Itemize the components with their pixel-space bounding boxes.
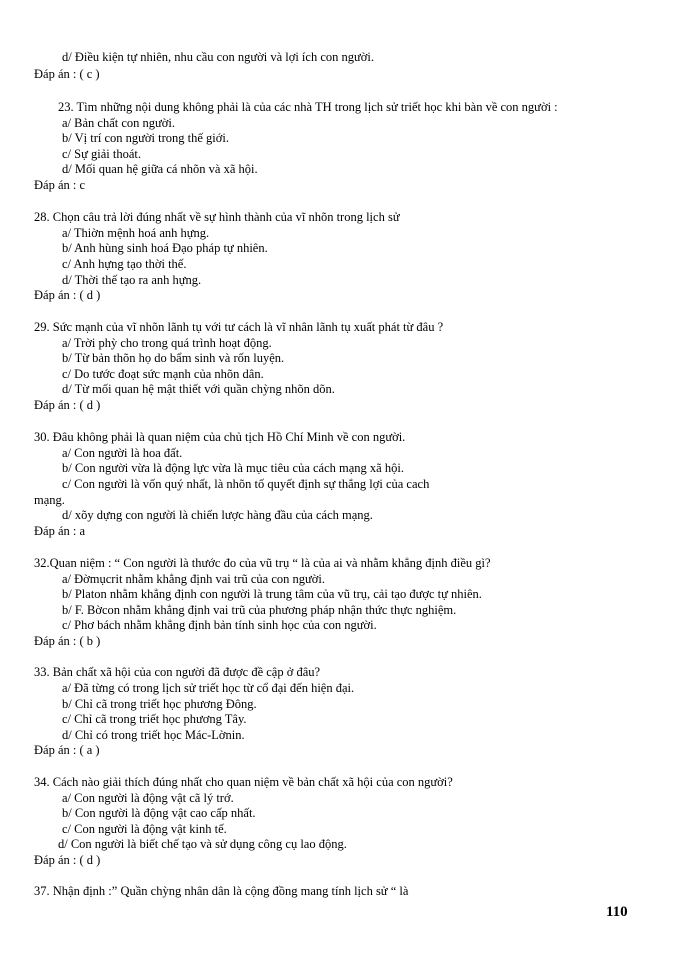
option-line: c/ Chỉ cã trong triết học phương Tây. [62,712,247,726]
option-line: b/ Platon nhằm khẳng định con người là trung tâm của vũ trụ, cải tạo được tự nhiên. [62,587,482,601]
option-line: b/ Vị trí con người trong thế giới. [62,131,229,145]
question-line: 37. Nhận định :” Quần chỳng nhân dân là cộng đồng mang tính lịch sử “ là [34,884,409,898]
option-line: d/ Thời thế tạo ra anh hựng. [62,273,202,287]
option-line: d/ xõy dựng con người là chiến lược hàng đầu của cách mạng. [62,508,373,522]
option-line: a/ Con người là hoa đất. [62,446,183,460]
answer-line: Đáp án : ( d ) [34,288,101,302]
option-line: d/ Từ mối quan hệ mật thiết với quần chỳng nhõn dõn. [62,382,335,396]
answer-line: Đáp án : ( b ) [34,634,101,648]
option-line: a/ Bản chất con người. [62,116,176,130]
option-line: c/ Phơ bách nhằm khẳng định bản tính sinh học của con người. [62,618,377,632]
option-line: c/ Con người là động vật kinh tế. [62,822,227,836]
question-line: 32.Quan niệm : “ Con người là thước đo của vũ trụ “ là của ai và nhằm khẳng định điều gì? [34,556,491,570]
option-line: b/ Từ bản thõn họ do bẩm sinh và rốn luyện. [62,351,285,365]
question-line: 29. Sức mạnh của vĩ nhõn lãnh tụ với tư cách là vĩ nhân lãnh tụ xuất phát từ đâu ? [34,320,444,334]
option-line: b/ Anh hùng sinh hoá Đạo pháp tự nhiên. [62,241,268,255]
option-line: a/ Con người là động vật cã lý trớ. [62,791,234,805]
option-line: c/ Do tước đoạt sức mạnh của nhõn dân. [62,367,264,381]
option-line: c/ Con người là vốn quý nhất, là nhõn tố quyết định sự thắng lợi của cach [62,477,430,491]
answer-line: Đáp án : a [34,524,86,538]
option-line: a/ Đã từng có trong lịch sử triết học từ cổ đại đến hiện đại. [62,681,355,695]
text-line: d/ Điều kiện tự nhiên, nhu cầu con người và lợi ích con người. [62,50,374,64]
answer-line: Đáp án : ( d ) [34,853,101,867]
option-line: d/ Mối quan hệ giữa cá nhõn và xã hội. [62,162,258,176]
option-line: a/ Thiờn mệnh hoá anh hựng. [62,226,210,240]
question-line: 34. Cách nào giải thích đúng nhất cho quan niệm về bản chất xã hội của con người? [34,775,453,789]
question-line: 30. Đâu không phải là quan niệm của chủ tịch Hồ Chí Minh về con người. [34,430,406,444]
option-line: d/ Con người là biết chế tạo và sử dụng công cụ lao động. [58,837,347,851]
option-line: b/ Con người là động vật cao cấp nhất. [62,806,256,820]
option-line-wrap: mạng. [34,493,65,507]
answer-line: Đáp án : ( a ) [34,743,100,757]
option-line: a/ Trời phỳ cho trong quá trình hoạt động. [62,336,272,350]
question-line: 33. Bản chất xã hội của con người đã được đề cập ở đâu? [34,665,321,679]
option-line: a/ Đờmụcrit nhằm khẳng định vai trũ của con người. [62,572,325,586]
page-number: 110 [606,904,628,920]
question-line: 23. Tìm những nội dung không phải là của các nhà TH trong lịch sử triết học khi bàn về con người : [58,100,558,114]
answer-line: Đáp án : ( d ) [34,398,101,412]
option-line: c/ Sự giải thoát. [62,147,141,161]
answer-line: Đáp án : c [34,178,86,192]
option-line: b/ F. Bờcon nhằm khẳng định vai trũ của phương pháp nhận thức thực nghiệm. [62,603,457,617]
option-line: b/ Chỉ cã trong triết học phương Đông. [62,697,257,711]
option-line: d/ Chỉ có trong triết học Mác-Lờnin. [62,728,245,742]
answer-line: Đáp án : ( c ) [34,67,100,81]
option-line: c/ Anh hựng tạo thời thế. [62,257,187,271]
option-line: b/ Con người vừa là động lực vừa là mục tiêu của cách mạng xã hội. [62,461,404,475]
question-line: 28. Chọn câu trả lời đúng nhất về sự hình thành của vĩ nhõn trong lịch sử [34,210,400,224]
